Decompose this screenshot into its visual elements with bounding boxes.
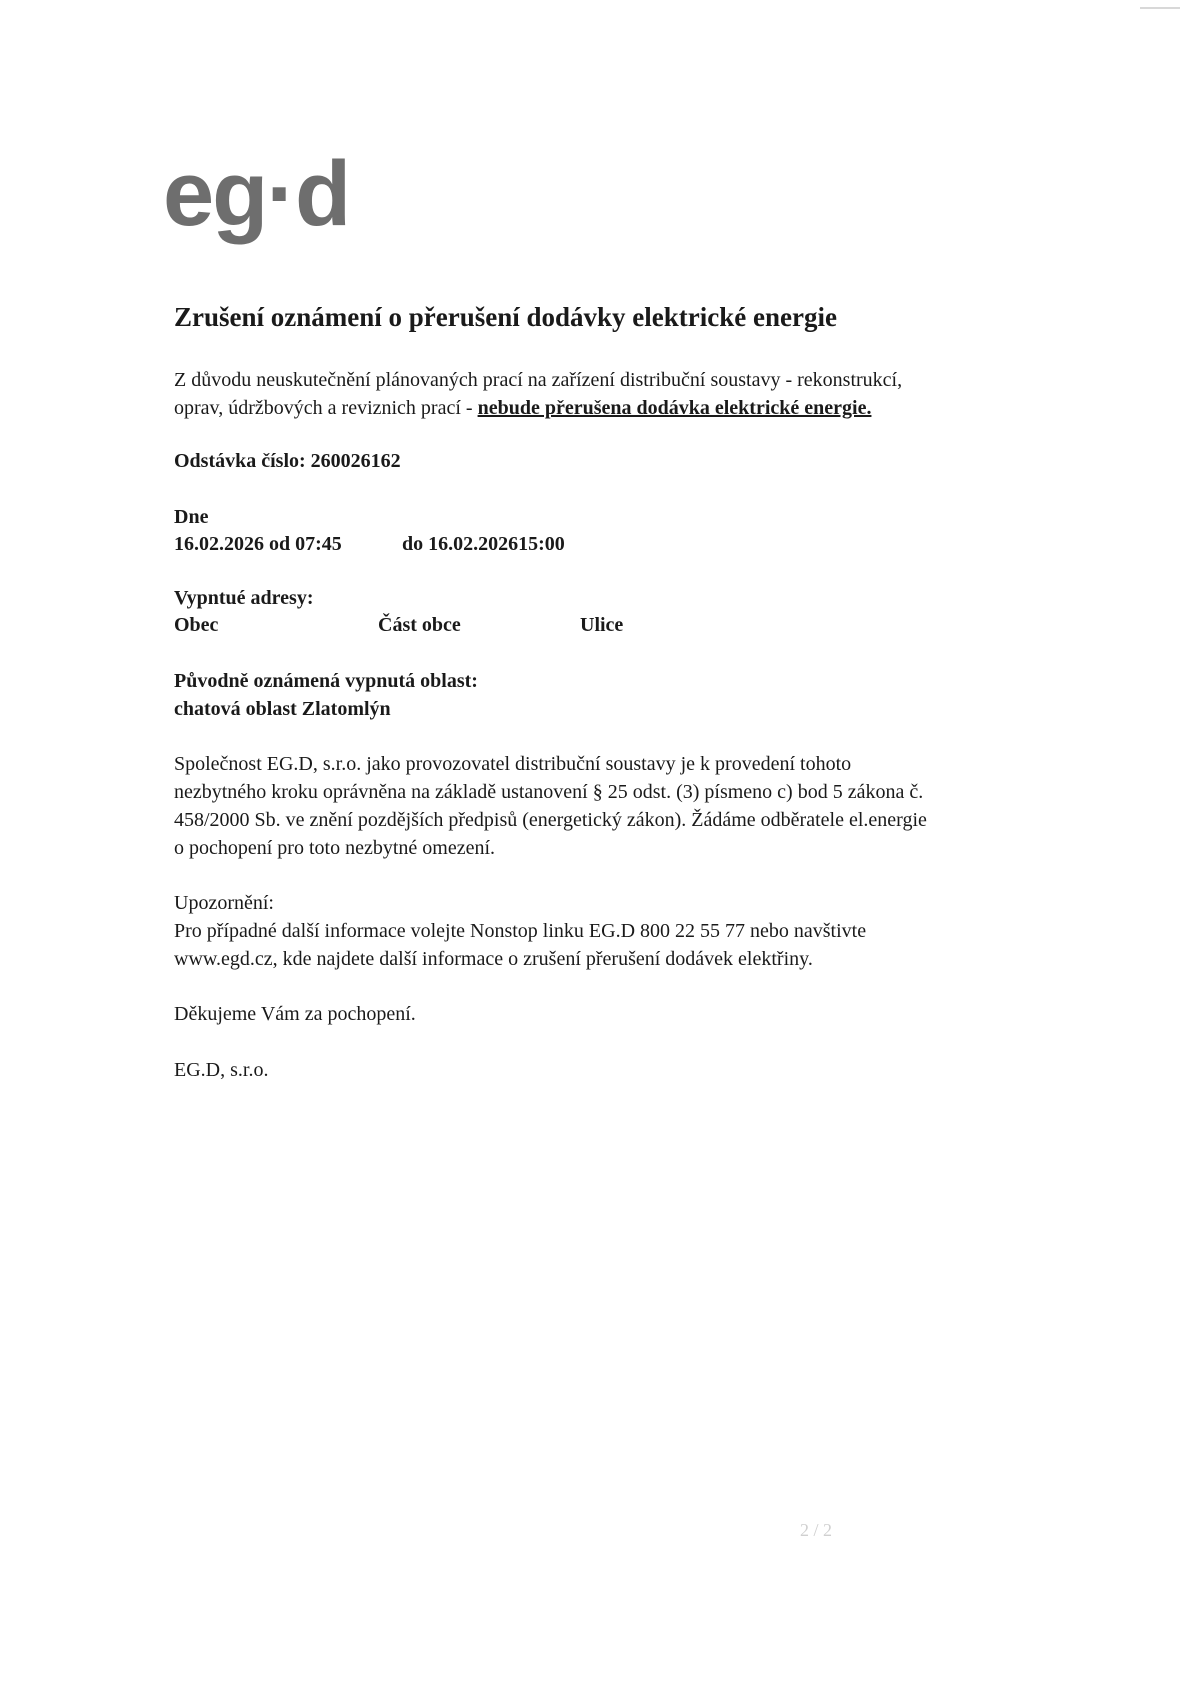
outage-from: 16.02.2026 od 07:45: [174, 533, 342, 555]
intro-line-2: [174, 394, 871, 422]
legal-line-3: 458/2000 Sb. ve znění pozdějších předpisů (energetický zákon). Žádáme odběratele el.energie: [174, 809, 927, 831]
notice-line-1: Pro případné další informace volejte Nonstop linku EG.D 800 22 55 77 nebo navštivte: [174, 920, 867, 942]
original-area-value: chatová oblast Zlatomlýn: [174, 698, 391, 720]
intro-line-1: Z důvodu neuskutečnění plánovaných prací na zařízení distribuční soustavy - rekonstrukcí,: [174, 369, 903, 391]
thanks-text: Děkujeme Vám za pochopení.: [174, 1003, 416, 1025]
outage-number: Odstávka číslo: 260026162: [174, 450, 401, 472]
legal-line-2: nezbytného kroku oprávněna na základě ustanovení § 25 odst. (3) písmeno c) bod 5 zákona č.: [174, 781, 924, 803]
intro-line-2-text: oprav, údržbových a reviznich prací -: [174, 397, 478, 419]
scan-artifact: [1140, 7, 1180, 9]
page-number: 2 / 2: [800, 1520, 833, 1540]
outage-time: [174, 530, 565, 558]
addresses-columns: [174, 611, 623, 639]
notice-heading: Upozornění:: [174, 892, 274, 914]
column-cast-obce: Část obce: [378, 614, 461, 636]
outage-to: do 16.02.202615:00: [402, 533, 565, 555]
day-label: Dne: [174, 506, 209, 528]
column-obec: Obec: [174, 614, 219, 636]
notice-line-2: www.egd.cz, kde najdete další informace o zrušení přerušení dodávek elektřiny.: [174, 948, 813, 970]
page-title: Zrušení oznámení o přerušení dodávky elektrické energie: [174, 302, 837, 332]
addresses-heading: Vypntué adresy:: [174, 587, 314, 609]
intro-emphasis: nebude přerušena dodávka elektrické energie.: [477, 397, 872, 419]
original-area-heading: Původně oznámená vypnutá oblast:: [174, 670, 478, 692]
column-ulice: Ulice: [580, 614, 624, 636]
egd-logo: eg·d: [163, 143, 350, 245]
legal-line-1: Společnost EG.D, s.r.o. jako provozovatel distribuční soustavy je k provedení tohoto: [174, 753, 852, 775]
signature: EG.D, s.r.o.: [174, 1059, 269, 1081]
legal-line-4: o pochopení pro toto nezbytné omezení.: [174, 837, 496, 859]
